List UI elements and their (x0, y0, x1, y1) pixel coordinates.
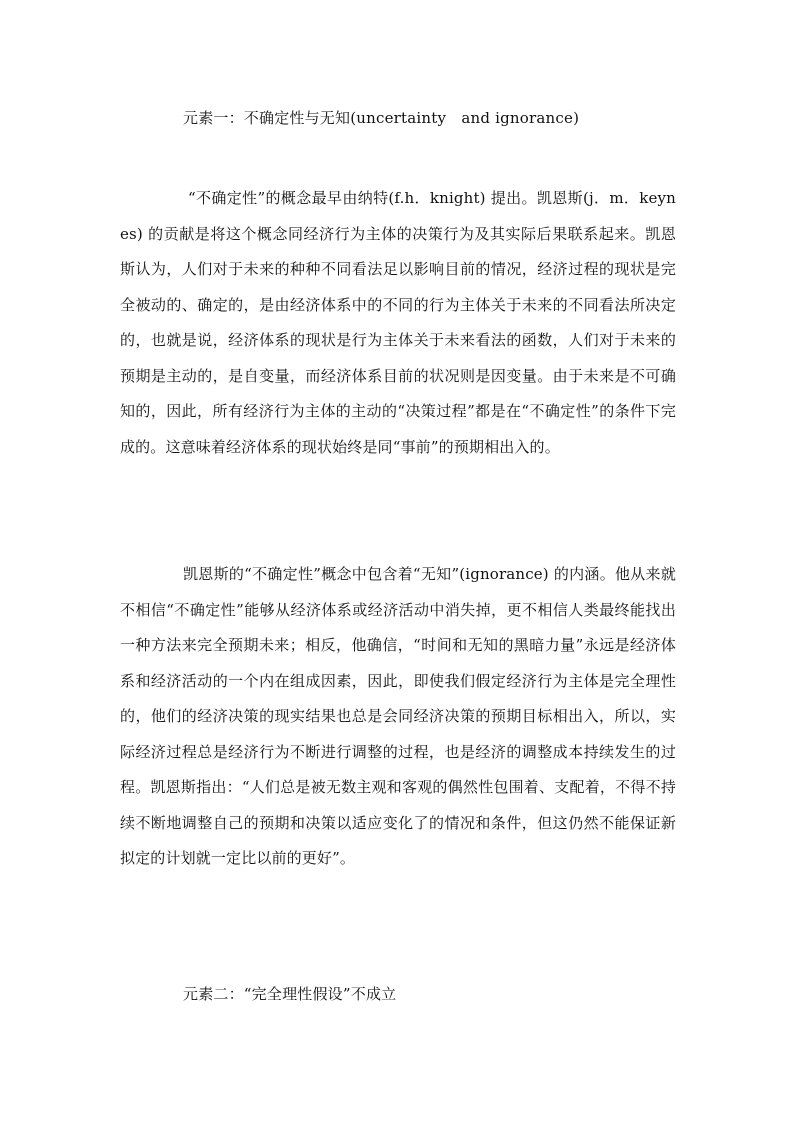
paragraph-uncertainty-concept: “不确定性”的概念最早由纳特(f.h．knight) 提出。凯恩斯(j．m．keynes) 的贡献是将这个概念同经济行为主体的决策行为及其实际后果联系起来。凯恩斯认为，人们对于未来的种种不同看法足以影响目前的情况，经济过程的现状是完全被动的、确定的，是由经济体系中的不同的行为主体关于未来的不同看法所决定的，也就是说，经济体系的现状是行为主体关于未来看法的函数，人们对于未来的预期是主动的，是自变量，而经济体系目前的状况则是因变量。由于未来是不可确知的，因此，所有经济行为主体的主动的“决策过程”都是在“不确定性”的条件下完成的。这意味着经济体系的现状始终是同“事前”的预期相出入的。 (120, 189, 676, 456)
section-heading-element-one: 元素一：不确定性与无知(uncertainty and ignorance) (183, 109, 580, 127)
section-heading-element-two: 元素二：“完全理性假设”不成立 (183, 985, 397, 1003)
paragraph-keynes-ignorance: 凯恩斯的“不确定性”概念中包含着“无知”(ignorance) 的内涵。他从来就不相信“不确定性”能够从经济体系或经济活动中消失掉，更不相信人类最终能找出一种方法来完全预期未来；相反，他确信，“时间和无知的黑暗力量”永远是经济体系和经济活动的一个内在组成因素，因此，即使我们假定经济行为主体是完全理性的，他们的经济决策的现实结果也总是会同经济决策的预期目标相出入，所以，实际经济过程总是经济行为不断进行调整的过程，也是经济的调整成本持续发生的过程。凯恩斯指出：“人们总是被无数主观和客观的偶然性包围着、支配着，不得不持续不断地调整自己的预期和决策以适应变化了的情况和条件，但这仍然不能保证新拟定的计划就一定比以前的更好”。 (120, 565, 676, 867)
